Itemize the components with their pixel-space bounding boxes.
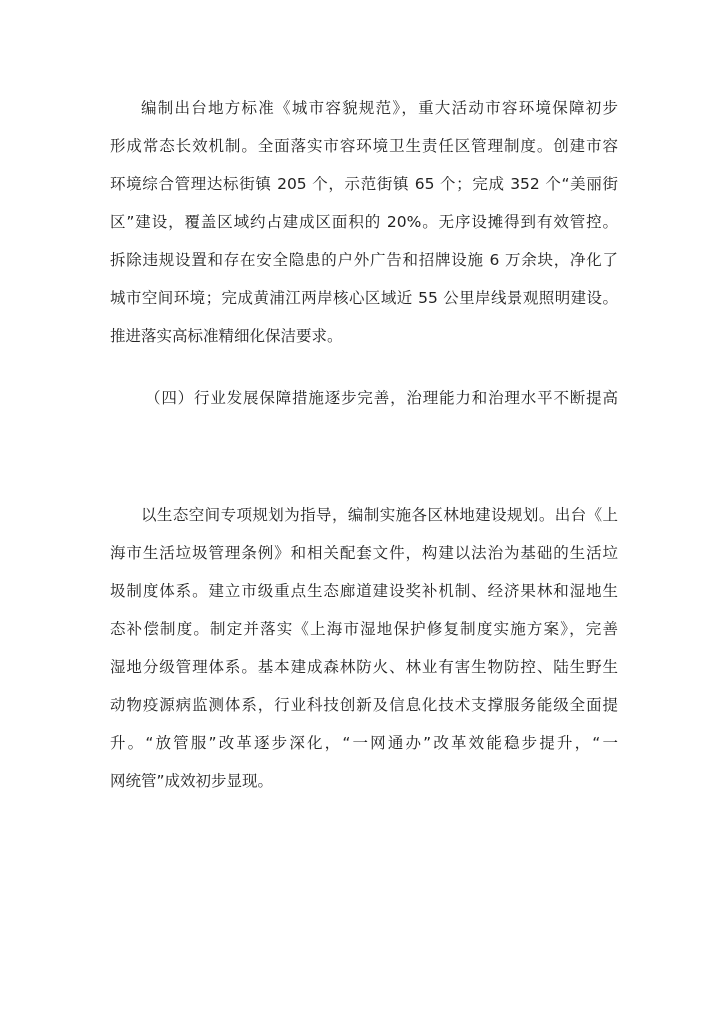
text-line: 拆除违规设置和存在安全隐患的户外广告和招牌设施 6 万余块，净化了 xyxy=(110,251,618,269)
text-line: 推进落实高标准精细化保洁要求。 xyxy=(110,327,343,345)
text-line: 态补偿制度。制定并落实《上海市湿地保护修复制度实施方案》，完善 xyxy=(110,620,618,638)
text-line: 湿地分级管理体系。基本建成森林防火、林业有害生物防控、陆生野生 xyxy=(110,658,618,676)
text-line: 城市空间环境；完成黄浦江两岸核心区域近 55 公里岸线景观照明建设。 xyxy=(110,289,618,307)
text-line: 环境综合管理达标街镇 205 个，示范街镇 65 个；完成 352 个“美丽街 xyxy=(110,175,618,193)
text-line: 网统管”成效初步显现。 xyxy=(110,772,274,790)
text-line: 圾制度体系。建立市级重点生态廊道建设奖补机制、经济果林和湿地生 xyxy=(110,582,618,600)
text-line: 海市生活垃圾管理条例》和相关配套文件，构建以法治为基础的生活垃 xyxy=(110,544,618,562)
text-line: 升。“放管服”改革逐步深化，“一网通办”改革效能稳步提升，“一 xyxy=(110,734,618,752)
text-line: 动物疫源病监测体系，行业科技创新及信息化技术支撑服务能级全面提 xyxy=(110,696,618,714)
section-heading-4 xyxy=(110,379,618,417)
section-heading-text: （四）行业发展保障措施逐步完善，治理能力和治理水平不断提高 xyxy=(145,389,618,407)
text-line: 形成常态长效机制。全面落实市容环境卫生责任区管理制度。创建市容 xyxy=(110,137,618,155)
text-line: 编制出台地方标准《城市容貌规范》，重大活动市容环境保障初步 xyxy=(141,99,618,117)
text-line: 以生态空间专项规划为指导，编制实施各区林地建设规划。出台《上 xyxy=(141,506,618,524)
paragraph-ecological-governance xyxy=(110,496,618,800)
text-line: 区”建设，覆盖区域约占建成区面积的 20%。无序设摊得到有效管控。 xyxy=(110,213,618,231)
paragraph-city-appearance xyxy=(110,89,618,355)
